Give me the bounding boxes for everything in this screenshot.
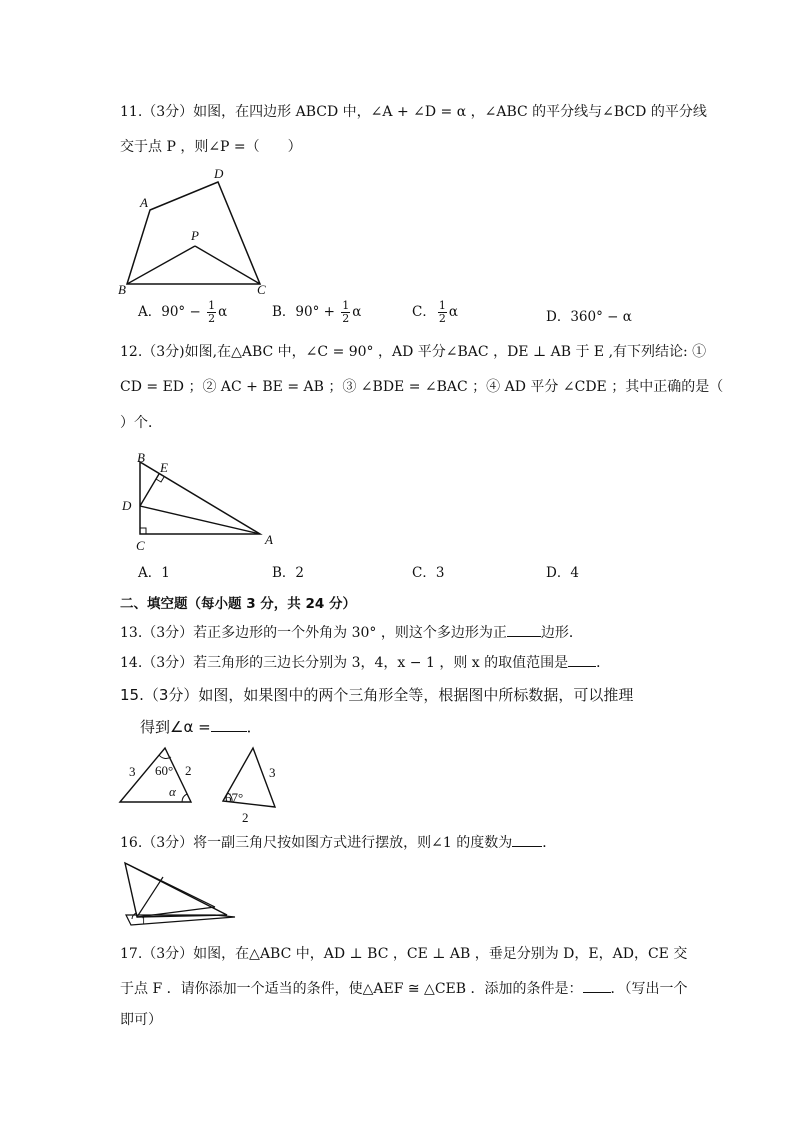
q16-angle-label: 1: [141, 916, 146, 927]
q12-line1: 12.（3分)如图,在△ABC 中，∠C = 90° ，AD 平分∠BAC ，DE ⊥ AB 于 E ,有下列结论: ①: [120, 344, 707, 360]
q12-option-d[interactable]: D．4: [546, 565, 579, 581]
q11-label-d: D: [214, 166, 224, 181]
q14-blank[interactable]: [568, 652, 596, 667]
q15-t2-angle: 67°: [225, 790, 244, 805]
q15-blank[interactable]: [211, 717, 247, 732]
q14-text: 14.（3分）若三角形的三边长分别为 3，4，x − 1 ，则 x 的取值范围是 ．: [120, 652, 610, 673]
q12-triangle-figure: [115, 448, 285, 558]
q16-blank[interactable]: [512, 832, 542, 847]
q13-text: 13.（3分）若正多边形的一个外角为 30° ，则这个多边形为正 边形．: [120, 622, 583, 643]
q15-t1-alpha: α: [169, 784, 176, 799]
q11-option-d[interactable]: D．360° − α: [546, 309, 632, 325]
q15-line1: 15.（3分）如图，如果图中的两个三角形全等，根据图中所标数据，可以推理: [120, 686, 634, 704]
q17-line3: 即可）: [120, 1012, 162, 1028]
q17-blank[interactable]: [583, 978, 611, 993]
q11-option-a[interactable]: A．90° − $\frac{1}{2}$ α: [138, 299, 228, 325]
section-title: 二、填空题（每小题 3 分，共 24 分）: [120, 596, 356, 612]
q11-option-c[interactable]: C． $\frac{1}{2}$ α: [412, 299, 458, 325]
q17-line1: 17.（3分）如图，在△ABC 中，AD ⊥ BC ，CE ⊥ AB ，垂足分别为 D，E，AD，CE 交: [120, 946, 688, 962]
q12-line2: CD = ED ；② AC + BE = AB ；③ ∠BDE = ∠BAC ；④ AD 平分 ∠CDE ；其中正确的是（: [120, 379, 724, 395]
q15-t1-angle: 60°: [155, 763, 174, 778]
q15-t2-right-side: 3: [269, 765, 276, 780]
q17-line2: 于点 F ．请你添加一个适当的条件，使△AEF ≅ △CEB ．添加的条件是： ．（写出一个: [120, 978, 688, 999]
q11-line2: 交于点 P ，则∠P =（ ）: [120, 139, 302, 155]
q15-t1-right-side: 2: [185, 763, 192, 778]
q11-label-b: B: [118, 282, 126, 297]
q15-t1-left-side: 3: [129, 764, 136, 779]
q11-quadrilateral-figure: [110, 160, 290, 300]
q12-label-a: A: [265, 532, 273, 547]
q11-option-b[interactable]: B．90° + $\frac{1}{2}$ α: [272, 299, 362, 325]
q13-blank[interactable]: [507, 622, 541, 637]
q16-text: 16.（3分）将一副三角尺按如图方式进行摆放，则∠1 的度数为 ．: [120, 832, 556, 853]
q11-label-a: A: [140, 195, 148, 210]
q12-label-d: D: [122, 498, 132, 513]
q12-option-b[interactable]: B．2: [272, 565, 305, 581]
q11-label-p: P: [191, 228, 199, 243]
q15-t2-bottom-side: 2: [242, 810, 249, 825]
q12-line3: ）个．: [120, 415, 162, 431]
q11-label-c: C: [257, 282, 266, 297]
q11-line1: 11.（3分）如图，在四边形 ABCD 中，∠A + ∠D = α ，∠ABC 的平分线与∠BCD 的平分线: [120, 104, 707, 120]
q12-option-c[interactable]: C．3: [412, 565, 445, 581]
q16-triangle-rulers-figure: [115, 855, 245, 935]
q12-label-b: B: [137, 450, 145, 465]
q12-label-e: E: [160, 460, 168, 475]
q15-line2: 得到∠α = ．: [140, 718, 262, 736]
q12-label-c: C: [136, 538, 145, 553]
q15-congruent-triangles-figure: [115, 745, 295, 825]
q12-option-a[interactable]: A．1: [138, 565, 170, 581]
